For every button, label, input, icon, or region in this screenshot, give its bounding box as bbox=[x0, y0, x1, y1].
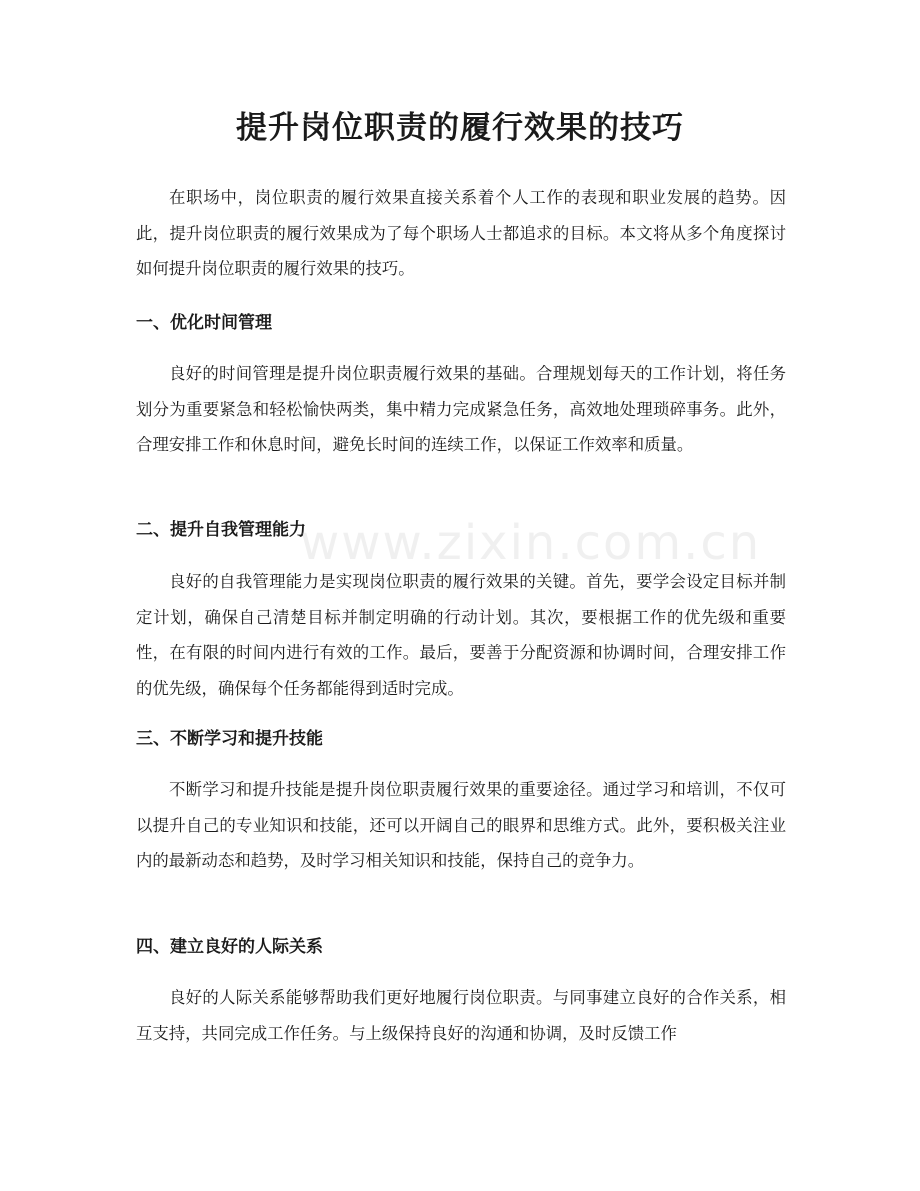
section-body-3: 不断学习和提升技能是提升岗位职责履行效果的重要途径。通过学习和培训，不仅可以提升自己的专业知识和技能，还可以开阔自己的眼界和思维方式。此外，要积极关注业内的最新动态和趋势，及时学习相关知识和技能，保持自己的竞争力。 bbox=[136, 780, 786, 870]
section-body-4: 良好的人际关系能够帮助我们更好地履行岗位职责。与同事建立良好的合作关系，相互支持，共同完成工作任务。与上级保持良好的沟通和协调，及时反馈工作 bbox=[136, 988, 786, 1043]
intro-paragraph: 在职场中，岗位职责的履行效果直接关系着个人工作的表现和职业发展的趋势。因此，提升岗位职责的履行效果成为了每个职场人士都追求的目标。本文将从多个角度探讨如何提升岗位职责的履行效果的技巧。 bbox=[136, 188, 786, 278]
section-heading-4: 四、建立良好的人际关系 bbox=[136, 937, 323, 957]
section-body-2: 良好的自我管理能力是实现岗位职责的履行效果的关键。首先，要学会设定目标并制定计划，确保自己清楚目标并制定明确的行动计划。其次，要根据工作的优先级和重要性，在有限的时间内进行有效的工作。最后，要善于分配资源和协调时间，合理安排工作的优先级，确保每个任务都能得到适时完成。 bbox=[136, 572, 786, 698]
watermark: www.zixin.com.cn bbox=[300, 515, 762, 571]
section-heading-1: 一、优化时间管理 bbox=[136, 313, 272, 333]
section-heading-2: 二、提升自我管理能力 bbox=[136, 520, 306, 540]
document-title: 提升岗位职责的履行效果的技巧 bbox=[236, 110, 684, 146]
section-heading-3: 三、不断学习和提升技能 bbox=[136, 729, 323, 749]
section-body-1: 良好的时间管理是提升岗位职责履行效果的基础。合理规划每天的工作计划，将任务划分为重要紧急和轻松愉快两类，集中精力完成紧急任务，高效地处理琐碎事务。此外，合理安排工作和休息时间，避免长时间的连续工作，以保证工作效率和质量。 bbox=[136, 364, 786, 454]
